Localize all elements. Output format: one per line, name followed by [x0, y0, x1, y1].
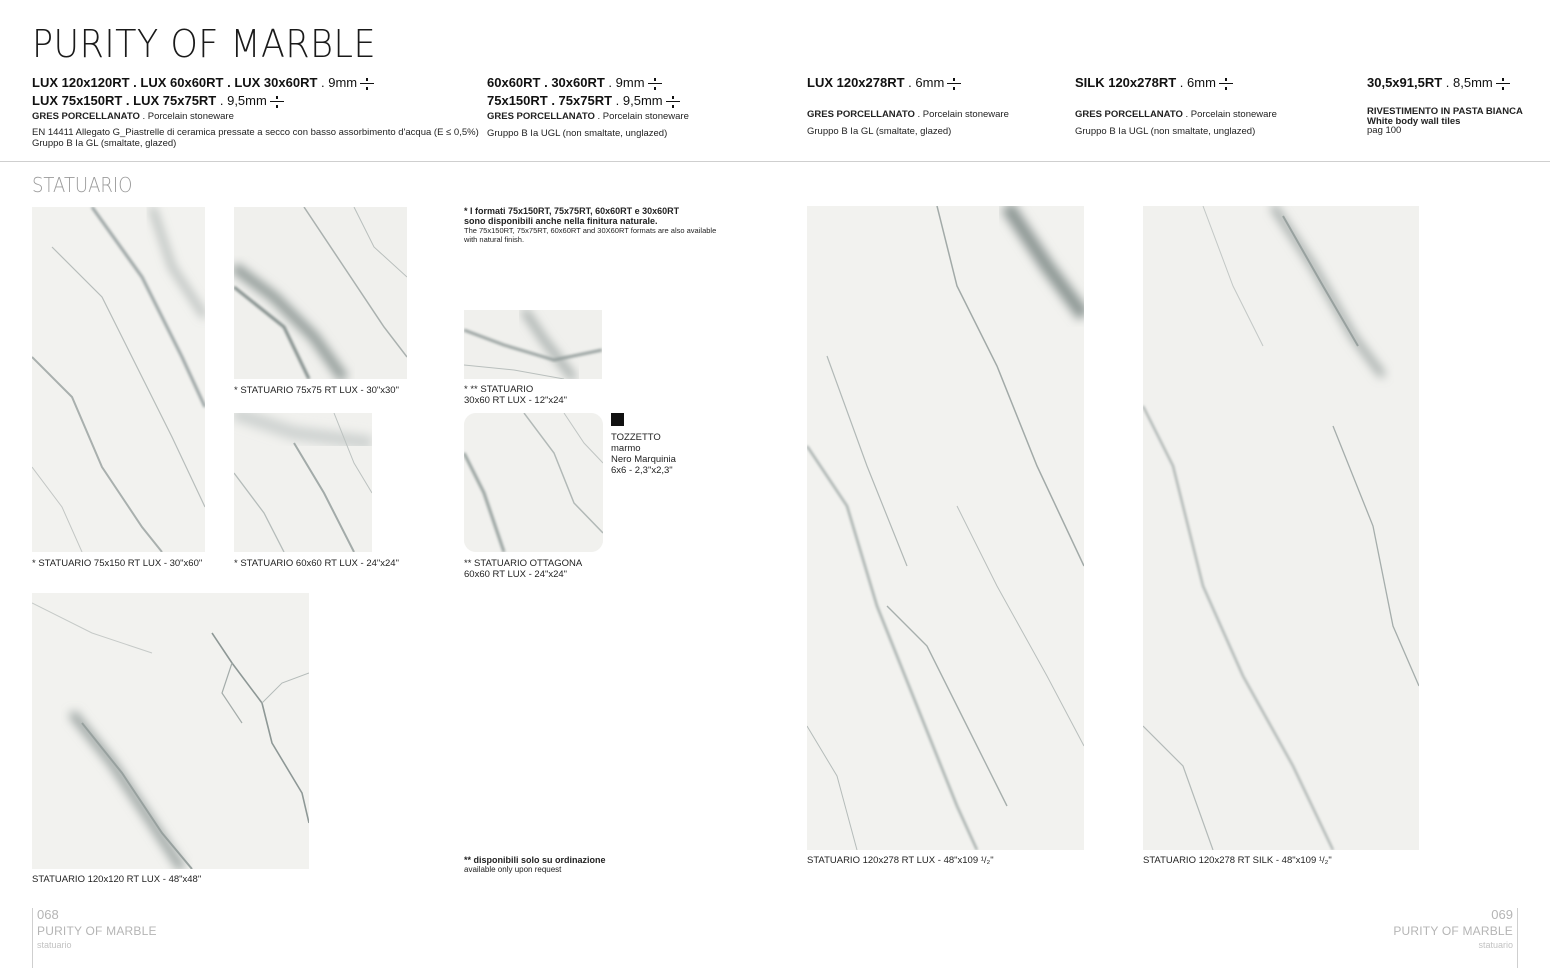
page-title: PURITY OF MARBLE	[32, 22, 377, 66]
spec-column-4	[1075, 75, 1277, 137]
caption-120x278-silk: STATUARIO 120x278 RT SILK - 48"x109 ¹/₂"	[1143, 855, 1332, 866]
spec-formats: LUX 75x150RT . LUX 75x75RT	[32, 93, 217, 108]
spec-thickness: . 8,5mm	[1442, 75, 1493, 90]
tile-60x60	[234, 413, 372, 552]
footer-left-rule	[32, 908, 33, 968]
spec-note: White body wall tiles	[1367, 115, 1461, 127]
tile-120x278-lux	[807, 206, 1084, 850]
caption-75x150: * STATUARIO 75x150 RT LUX - 30"x60"	[32, 558, 203, 569]
spec-thickness: . 9mm	[604, 75, 645, 90]
section-title: STATUARIO	[32, 173, 133, 197]
spec-note: Gruppo B Ia UGL (non smaltate, unglazed)	[487, 128, 668, 139]
footer-subtitle: statuario	[37, 940, 72, 950]
caption-60x60: * STATUARIO 60x60 RT LUX - 24"x24"	[234, 558, 399, 569]
spec-note: Gruppo B Ia UGL (non smaltate, unglazed)	[1075, 126, 1256, 137]
tozzetto-size: 6x6 - 2,3"x2,3"	[611, 465, 673, 476]
spec-formats: 60x60RT . 30x60RT	[487, 75, 605, 90]
note-text: The 75x150RT, 75x75RT, 60x60RT and 30X60RT formats are also available	[464, 226, 717, 235]
caption-120x278-lux: STATUARIO 120x278 RT LUX - 48"x109 ¹/₂"	[807, 855, 994, 866]
spec-column-5	[1367, 75, 1523, 136]
page-number: 069	[1491, 907, 1513, 922]
caption-75x75: * STATUARIO 75x75 RT LUX - 30"x30"	[234, 385, 399, 396]
spec-formats: LUX 120x120RT . LUX 60x60RT . LUX 30x60RT	[32, 75, 318, 90]
rectified-icon	[947, 78, 961, 90]
tile-75x150	[32, 207, 205, 552]
note-text: * I formati 75x150RT, 75x75RT, 60x60RT e 30x60RT	[464, 206, 680, 216]
footer-subtitle: statuario	[1478, 940, 1513, 950]
spec-formats: LUX 120x278RT	[807, 75, 905, 90]
spec-column-2	[487, 75, 689, 139]
material-en: . Porcelain stoneware	[914, 109, 1009, 120]
spec-thickness: . 6mm	[1176, 75, 1216, 90]
caption-ottagona-line2: 60x60 RT LUX - 24"x24"	[464, 569, 568, 580]
caption-120x120: STATUARIO 120x120 RT LUX - 48"x48"	[32, 874, 202, 885]
tile-120x120	[32, 593, 309, 869]
header-divider	[0, 161, 1550, 162]
order-note	[464, 855, 606, 875]
spec-formats: SILK 120x278RT	[1075, 75, 1177, 90]
footer-right-rule	[1517, 908, 1518, 968]
note-text: with natural finish.	[464, 235, 525, 244]
rectified-icon	[1219, 78, 1233, 90]
natural-finish-note	[464, 206, 716, 244]
note-text: available only upon request	[464, 865, 562, 874]
spec-note: RIVESTIMENTO IN PASTA BIANCA	[1367, 106, 1523, 117]
tile-30x60	[464, 310, 602, 379]
spec-note: EN 14411 Allegato G_Piastrelle di ceramica pressate a secco con basso assorbimento d'acqua (E ≤ 0,5%)	[32, 127, 479, 138]
caption-30x60-line2: 30x60 RT LUX - 12"x24"	[464, 395, 568, 406]
note-text: sono disponibili anche nella finitura naturale.	[464, 216, 658, 226]
footer-right	[1393, 907, 1513, 950]
spec-note: pag 100	[1367, 125, 1402, 136]
material-en: . Porcelain stoneware	[594, 111, 689, 122]
spec-column-3	[807, 75, 1009, 137]
caption-ottagona-line1: ** STATUARIO OTTAGONA	[464, 558, 583, 569]
footer-title: PURITY OF MARBLE	[1393, 924, 1513, 938]
rectified-icon	[1496, 78, 1510, 90]
page-number: 068	[37, 907, 59, 922]
note-text: ** disponibili solo su ordinazione	[464, 855, 606, 865]
material-label: GRES PORCELLANATO	[807, 109, 915, 120]
rectified-icon	[666, 96, 680, 108]
tozzetto-swatch	[611, 413, 624, 426]
spec-formats: 75x150RT . 75x75RT	[487, 93, 613, 108]
tozzetto-name: TOZZETTO	[611, 432, 661, 443]
spec-thickness: . 9mm	[317, 75, 358, 90]
rectified-icon	[270, 96, 284, 108]
material-en: . Porcelain stoneware	[139, 111, 234, 122]
spec-thickness: . 6mm	[904, 75, 945, 90]
spec-thickness: . 9,5mm	[216, 93, 267, 108]
material-label: GRES PORCELLANATO	[1075, 109, 1183, 120]
tozzetto-label	[611, 432, 676, 476]
spec-note: Gruppo B Ia GL (smaltate, glazed)	[32, 138, 177, 149]
rectified-icon	[648, 78, 662, 90]
tile-120x278-silk	[1143, 206, 1419, 850]
rectified-icon	[360, 78, 374, 90]
spec-formats: 30,5x91,5RT	[1367, 75, 1443, 90]
tozzetto-color: Nero Marquinia	[611, 454, 676, 465]
tile-75x75	[234, 207, 407, 379]
material-en: . Porcelain stoneware	[1182, 109, 1277, 120]
footer-title: PURITY OF MARBLE	[37, 924, 157, 938]
spec-column-1	[32, 75, 479, 149]
tile-ottagona	[464, 413, 603, 552]
spec-thickness: . 9,5mm	[612, 93, 663, 108]
material-label: GRES PORCELLANATO	[32, 111, 140, 122]
spec-note: Gruppo B Ia GL (smaltate, glazed)	[807, 126, 952, 137]
tozzetto-material: marmo	[611, 443, 641, 454]
caption-30x60-line1: * ** STATUARIO	[464, 384, 534, 395]
footer-left	[37, 907, 157, 950]
material-label: GRES PORCELLANATO	[487, 111, 595, 122]
